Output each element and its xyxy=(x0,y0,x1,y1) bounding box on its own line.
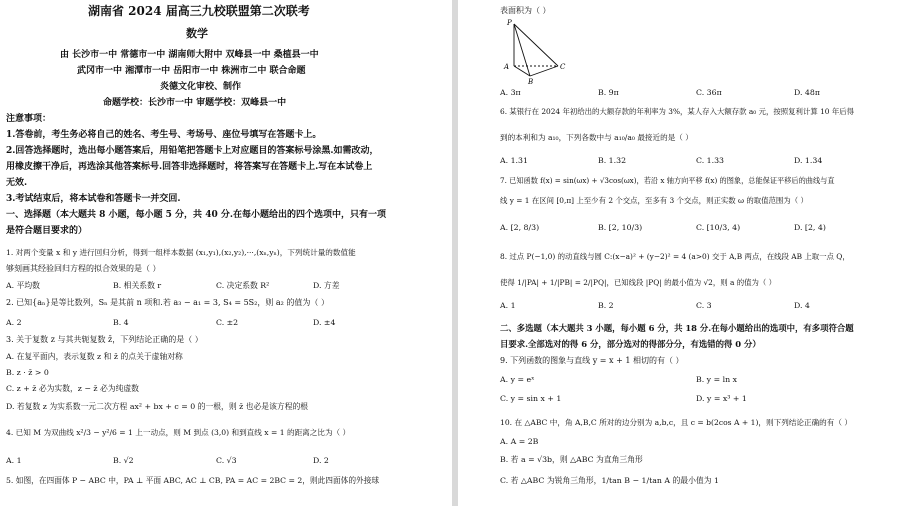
q5-option-b: B. 9π xyxy=(598,88,619,97)
q2-option-b: B. 4 xyxy=(113,318,129,327)
q2-option-d: D. ±4 xyxy=(313,318,336,327)
q8-text-cont: 使得 1/|PA| + 1/|PB| = 2/|PQ|，已知线段 |PQ| 的最小值为 √2，则 a 的值为（ ） xyxy=(500,278,777,287)
q7-option-d: D. [2, 4) xyxy=(794,223,826,232)
school-line-1: 由 长沙市一中 常德市一中 湖南师大附中 双峰县一中 桑植县一中 xyxy=(60,50,319,60)
subject-title: 数学 xyxy=(186,27,208,40)
q8-option-d: D. 4 xyxy=(794,301,810,310)
q7-option-a: A. [2, 8/3) xyxy=(500,223,540,232)
q1-text: 1. 对两个变量 x 和 y 进行回归分析，得到一组样本数据 (x₁,y₁),(x₂,y₂),···,(xₙ,yₙ)，下列统计量的数值能 xyxy=(6,248,356,257)
notice-line: 3.考试结束后，将本试卷和答题卡一并交回. xyxy=(6,194,181,204)
section-2-heading: 二、多选题（本大题共 3 小题，每小题 6 分，共 18 分.在每小题给出的选项中，有多项符合题 xyxy=(500,323,854,333)
label-p: P xyxy=(507,19,512,27)
q2-option-a: A. 2 xyxy=(6,318,22,327)
q4-text: 4. 已知 M 为双曲线 x²/3 − y²/6 = 1 上一动点，则 M 到点 (3,0) 和到直线 x = 1 的距离之比为（ ） xyxy=(6,428,351,437)
q9-option-d: D. y = x³ + 1 xyxy=(696,394,747,403)
q1-option-c: C. 决定系数 R² xyxy=(216,281,270,290)
q3-option-d: D. 若复数 z 为实系数一元二次方程 ax² + bx + c = 0 的一根，则 z̄ 也必是该方程的根 xyxy=(6,402,309,411)
q5-option-a: A. 3π xyxy=(500,88,521,97)
section-1-heading-cont: 是符合题目要求的） xyxy=(6,226,88,236)
q5-text-cont: 表面积为（ ） xyxy=(500,6,551,15)
q3-option-a: A. 在复平面内，表示复数 z 和 z̄ 的点关于虚轴对称 xyxy=(6,352,183,361)
q4-option-b: B. √2 xyxy=(113,456,134,465)
q4-option-d: D. 2 xyxy=(313,456,329,465)
school-line-4: 命题学校：长沙市一中 审题学校：双峰县一中 xyxy=(103,98,287,108)
q9-option-b: B. y = ln x xyxy=(696,375,737,384)
q10-option-b: B. 若 a = √3b，则 △ABC 为直角三角形 xyxy=(500,455,643,464)
q1-text-cont: 够刻画其经验回归方程的拟合效果的是（ ） xyxy=(6,264,161,273)
q2-option-c: C. ±2 xyxy=(216,318,239,327)
exam-title: 湖南省 2024 届高三九校联盟第二次联考 xyxy=(88,4,310,18)
q8-option-a: A. 1 xyxy=(500,301,516,310)
q7-text-cont: 线 y = 1 在区间 [0,π] 上至少有 2 个交点，至多有 3 个交点，则正实数 ω 的取值范围为（ ） xyxy=(500,196,808,205)
q8-option-b: B. 2 xyxy=(598,301,614,310)
q7-text: 7. 已知函数 f(x) = sin(ωx) + √3cos(ωx)，若沿 x 轴方向平移 f(x) 的图象，总能保证平移后的曲线与直 xyxy=(500,176,835,185)
q6-option-d: D. 1.34 xyxy=(794,156,823,165)
q5-option-d: D. 48π xyxy=(794,88,820,97)
notice-title: 注意事项： xyxy=(6,114,52,124)
notice-line: 2.回答选择题时，选出每小题答案后，用铅笔把答题卡上对应题目的答案标号涂黑.如需改动， xyxy=(6,146,379,156)
tetrahedron-figure xyxy=(502,18,572,84)
notice-line: 用橡皮擦干净后，再选涂其他答案标号.回答非选择题时，将答案写在答题卡上.写在本试卷上 xyxy=(6,162,373,172)
q5-text: 5. 如图，在四面体 P − ABC 中，PA ⊥ 平面 ABC, AC ⊥ CB, PA = AC = 2BC = 2，则此四面体的外接球 xyxy=(6,476,380,485)
q6-text-cont: 到的本利和为 a₁₀，下列各数中与 a₁₀/a₀ 最接近的是（ ） xyxy=(500,133,693,142)
q7-option-c: C. [10/3, 4) xyxy=(696,223,741,232)
q6-option-b: B. 1.32 xyxy=(598,156,627,165)
q6-option-c: C. 1.33 xyxy=(696,156,725,165)
q2-text: 2. 已知{aₙ}是等比数列，Sₙ 是其前 n 项和.若 a₃ − a₁ = 3, S₄ = 5S₂，则 a₂ 的值为（ ） xyxy=(6,298,329,307)
q1-option-a: A. 平均数 xyxy=(6,281,40,290)
q9-text: 9. 下列函数的图象与直线 y = x + 1 相切的有（ ） xyxy=(500,356,684,365)
q8-text: 8. 过点 P(−1,0) 的动直线与圆 C:(x−a)² + (y−2)² = 4 (a>0) 交于 A,B 两点，在线段 AB 上取一点 Q， xyxy=(500,252,850,261)
notice-line: 1.答卷前，考生务必将自己的姓名、考生号、考场号、座位号填写在答题卡上。 xyxy=(6,130,322,140)
q5-option-c: C. 36π xyxy=(696,88,722,97)
notice-line: 无效. xyxy=(6,178,28,188)
edge-bc xyxy=(530,66,558,76)
label-b: B xyxy=(528,78,534,84)
q10-option-a: A. A = 2B xyxy=(500,437,539,446)
label-c: C xyxy=(560,63,566,71)
q1-option-d: D. 方差 xyxy=(313,281,340,290)
q3-option-b: B. z · z̄ > 0 xyxy=(6,368,49,377)
q3-text: 3. 关于复数 z 与其共轭复数 z̄，下列结论正确的是（ ） xyxy=(6,335,203,344)
q7-option-b: B. [2, 10/3) xyxy=(598,223,643,232)
q4-option-c: C. √3 xyxy=(216,456,237,465)
q6-text: 6. 某银行在 2024 年初给出的大额存款的年利率为 3%，某人存入大额存款 a₀ 元，按照复利计算 10 年后得 xyxy=(500,107,854,116)
q10-option-c: C. 若 △ABC 为锐角三角形，1/tan B − 1/tan A 的最小值为 1 xyxy=(500,476,719,485)
school-line-3: 炎德文化审校、制作 xyxy=(160,82,242,92)
school-line-2: 武冈市一中 湘潭市一中 岳阳市一中 株洲市二中 联合命题 xyxy=(77,66,306,76)
q3-option-c: C. z + z̄ 必为实数，z − z̄ 必为纯虚数 xyxy=(6,384,139,393)
label-a: A xyxy=(504,63,510,71)
q9-option-c: C. y = sin x + 1 xyxy=(500,394,562,403)
exam-page-right xyxy=(458,0,900,506)
section-1-heading: 一、选择题（本大题共 8 小题，每小题 5 分，共 40 分.在每小题给出的四个选项中，只有一项 xyxy=(6,210,386,220)
q10-text: 10. 在 △ABC 中，角 A,B,C 所对的边分别为 a,b,c，且 c = b(2cos A + 1)，则下列结论正确的有（ ） xyxy=(500,418,852,427)
q6-option-a: A. 1.31 xyxy=(500,156,528,165)
q9-option-a: A. y = eˣ xyxy=(500,375,535,384)
q1-option-b: B. 相关系数 r xyxy=(113,281,162,290)
q8-option-c: C. 3 xyxy=(696,301,712,310)
section-2-heading-cont: 目要求.全部选对的得 6 分，部分选对的得部分分，有选错的得 0 分） xyxy=(500,339,761,349)
q4-option-a: A. 1 xyxy=(6,456,22,465)
